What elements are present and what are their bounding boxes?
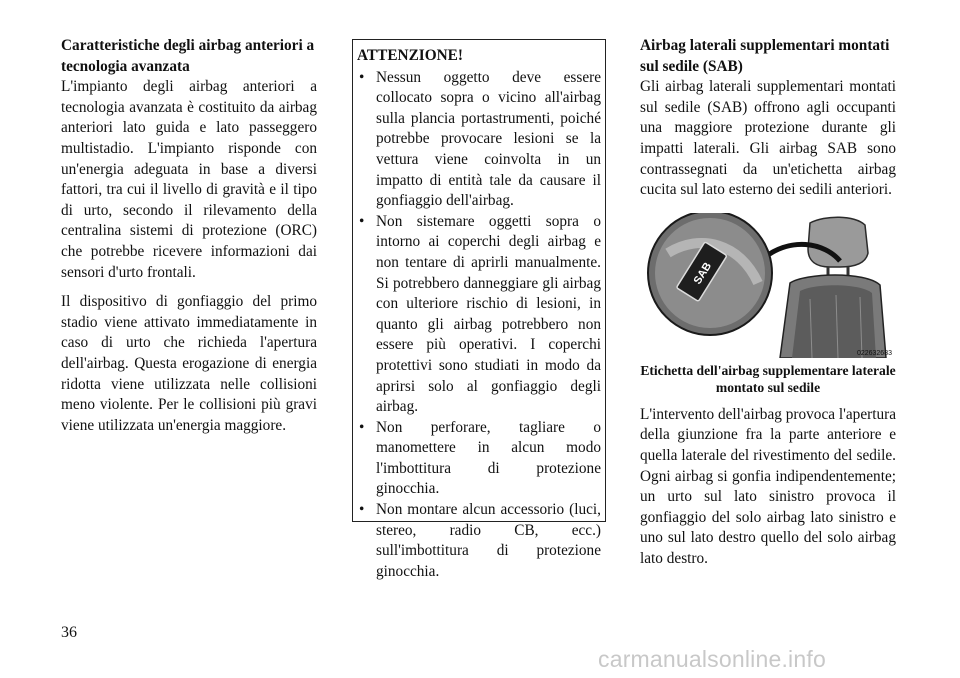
- section-heading-advanced-airbags: Caratteristiche degli airbag anteriori a tecnologia avanzata: [61, 37, 315, 75]
- warning-item-text: Non perforare, tagliare o manomettere in alcun modo l'imbottitura di protezione ginocchia.: [376, 418, 601, 498]
- paragraph-airbag-deployment: L'intervento dell'airbag provoca l'apertura della giunzione fra la parte anteriore e quella laterale del rivestimento del sedile. Ogni airbag si gonfia indipendentemente; un urto sul lato sinistro provoca il gonfiaggio del solo airbag lato sinistro e uno sul lato destro quello del solo airbag lato destro.: [640, 405, 896, 567]
- warning-item-text: Nessun oggetto deve essere collocato sopra o vicino all'airbag sulla plancia portastrumenti, poiché potrebbe provocare lesioni se la vettura viene coinvolta in un impatto di entità tale da causare il gonfiaggio dell'airbag.: [376, 68, 601, 210]
- bullet-icon: •: [359, 212, 365, 230]
- bullet-icon: •: [359, 68, 365, 86]
- warning-item: [357, 68, 601, 212]
- page-number: 36: [61, 624, 77, 641]
- warning-item: [357, 212, 601, 418]
- left-column: [61, 36, 317, 445]
- right-column: [640, 36, 896, 579]
- warning-title: ATTENZIONE!: [357, 47, 463, 64]
- warning-item: [357, 418, 601, 500]
- paragraph-advanced-airbags-intro: L'impianto degli airbag anteriori a tecnologia avanzata è costituito da airbag anteriori lato guida e lato passeggero multistadio. L'impianto risponde con un'energia adeguata in base a diversi fattori, tra cui il livello di gravità e il tipo di urto, secondo il rilevamento della centralina sistemi di protezione (ORC) che potrebbe ricevere informazioni dai sensori d'urto frontali.: [61, 78, 317, 281]
- warning-box: [352, 39, 606, 580]
- paragraph-side-airbags-intro: Gli airbag laterali supplementari montati sul sedile (SAB) offrono agli occupanti una maggiore protezione durante gli impatti laterali. Gli airbag SAB sono contrassegnati da un'etichetta airbag cucita sul lato esterno dei sedili anteriori.: [640, 78, 896, 199]
- seat-illustration: [640, 213, 896, 358]
- section-heading-side-airbags: Airbag laterali supplementari montati sul sedile (SAB): [640, 37, 890, 75]
- warning-item-text: Non montare alcun accessorio (luci, stereo, radio CB, ecc.) sull'imbottitura di protezione ginocchia.: [376, 501, 601, 580]
- seat-airbag-label-figure: [640, 213, 896, 358]
- paragraph-first-stage-inflator: Il dispositivo di gonfiaggio del primo stadio viene attivato immediatamente in caso di urto che richieda l'apertura dell'airbag. Questa erogazione di energia ridotta viene utilizzata nelle collisioni meno violente. Per le collisioni più gravi viene utilizzata un'energia maggiore.: [61, 293, 317, 434]
- sab-label-text: SAB: [691, 260, 715, 287]
- bullet-icon: •: [359, 418, 365, 436]
- warning-list: [357, 68, 601, 583]
- bullet-icon: •: [359, 501, 365, 519]
- watermark: carmanualsonline.info: [598, 646, 826, 672]
- warning-item: [357, 500, 601, 582]
- warning-item-text: Non sistemare oggetti sopra o intorno ai coperchi degli airbag e non tentare di aprirli manualmente. Si potrebbero danneggiare gli airbag con ulteriore rischio di lesioni, in quanto gli airbag potrebbero non essere più operativi. I coperchi protettivi sono studiati in modo da aprirsi solo al gonfiaggio degli airbag.: [376, 212, 601, 416]
- figure-caption: Etichetta dell'airbag supplementare laterale montato sul sedile: [640, 362, 896, 395]
- figure-code: 022632683: [856, 349, 892, 357]
